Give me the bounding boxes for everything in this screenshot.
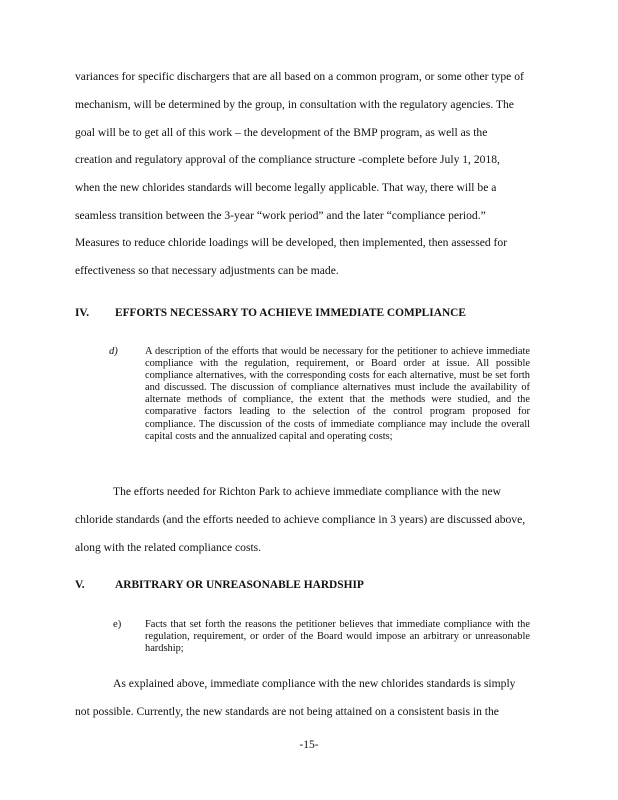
page-number: -15- (299, 738, 319, 751)
section-v-heading (75, 579, 364, 591)
intro-line: effectiveness so that necessary adjustments can be made. (75, 264, 339, 277)
response-line: As explained above, immediate compliance with the new chlorides standards is simply (113, 677, 516, 690)
intro-line: creation and regulatory approval of the compliance structure -complete before July 1, 2018, (75, 153, 500, 166)
intro-line: variances for specific dischargers that are all based on a common program, or some other type of (75, 70, 524, 83)
response-line: The efforts needed for Richton Park to achieve immediate compliance with the new (113, 485, 502, 498)
intro-line: when the new chlorides standards will become legally applicable. That way, there will be a (75, 181, 497, 194)
item-e-text: Facts that set forth the reasons the petitioner believes that immediate compliance with the regulation, requirement, or order of the Board would impose an arbitrary or unreasonable hardship; (145, 619, 530, 655)
intro-line: goal will be to get all of this work – the development of the BMP program, as well as the (75, 126, 488, 139)
item-d-text: A description of the efforts that would be necessary for the petitioner to achieve immediate compliance with the regulation, requirement, or Board order at issue. All possible compliance alternatives, with the corresponding costs for each alternative, must be set forth and discussed. The discussion of compliance alternatives must include the availability of alternate methods of compliance, the extent that the methods were studied, and the comparative factors leading to the selection of the control program proposed for compliance. The discussion of the costs of immediate compliance may include the overall capital costs and the annualized capital and operating costs; (145, 346, 530, 442)
section-v-number: V. (75, 579, 85, 591)
intro-line: mechanism, will be determined by the group, in consultation with the regulatory agencies. The (75, 98, 514, 111)
intro-line: seamless transition between the 3-year “work period” and the later “compliance period.” (75, 209, 486, 222)
response-line: chloride standards (and the efforts needed to achieve compliance in 3 years) are discussed above, (75, 513, 526, 526)
item-d-marker: d) (109, 346, 118, 357)
section-v-title: ARBITRARY OR UNREASONABLE HARDSHIP (115, 579, 364, 591)
section-iv-number: IV. (75, 307, 90, 319)
intro-line: Measures to reduce chloride loadings will be developed, then implemented, then assessed for (75, 236, 508, 249)
response-line: along with the related compliance costs. (75, 541, 262, 554)
section-iv-heading (75, 307, 466, 319)
response-line: not possible. Currently, the new standards are not being attained on a consistent basis in the (75, 705, 499, 718)
item-e-marker: e) (113, 619, 122, 630)
section-iv-title: EFFORTS NECESSARY TO ACHIEVE IMMEDIATE COMPLIANCE (115, 307, 466, 319)
